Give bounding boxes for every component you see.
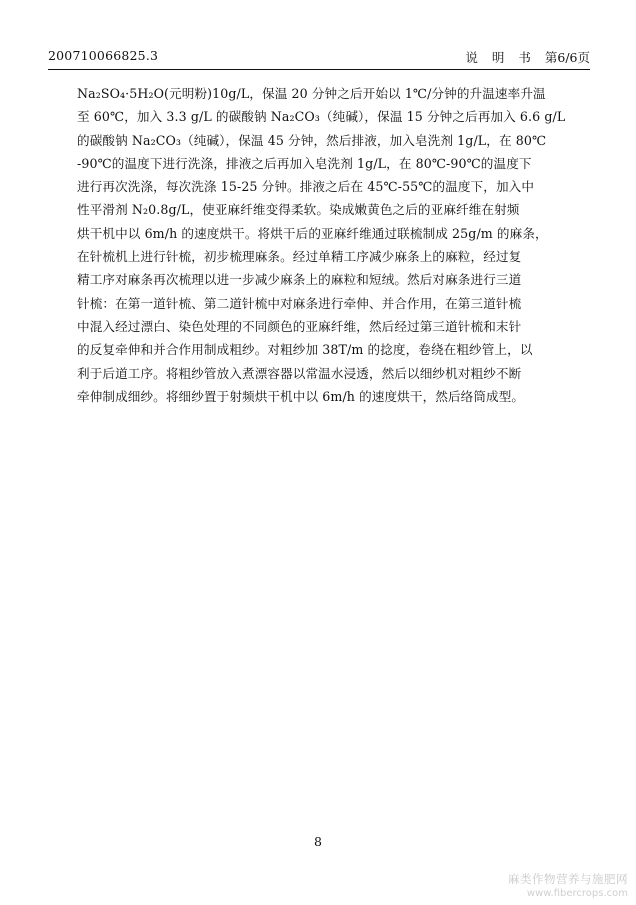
watermark-url: www.fibercrops.com xyxy=(526,888,628,899)
body-line: Na₂SO₄·5H₂O(元明粉)10g/L，保温 20 分钟之后开始以 1℃/分钟的升温速率升温 xyxy=(77,86,546,101)
body-line: 针梳：在第一道针梳、第二道针梳中对麻条进行牵伸、并合作用，在第三道针梳 xyxy=(77,295,522,311)
body-line: 中混入经过漂白、染色处理的不同颜色的亚麻纤维，然后经过第三道针梳和末针 xyxy=(77,318,522,334)
body-line: 性平滑剂 N₂0.8g/L，使亚麻纤维变得柔软。染成嫩黄色之后的亚麻纤维在射频 xyxy=(77,202,520,218)
body-line: 在针梳机上进行针梳，初步梳理麻条。经过单精工序减少麻条上的麻粒，经过复 xyxy=(77,249,522,265)
watermark-site-name: 麻类作物营养与施肥网 xyxy=(508,872,628,886)
body-line: -90℃的温度下进行洗涤，排液之后再加入皂洗剂 1g/L，在 80℃-90℃的温度下 xyxy=(77,155,532,171)
header-title-char-1: 说 xyxy=(465,50,478,65)
header-title-char-2: 明 xyxy=(491,50,505,65)
header-right xyxy=(455,48,590,66)
body-paragraph xyxy=(77,82,583,408)
body-line: 进行再次洗涤，每次洗涤 15-25 分钟。排液之后在 45℃-55℃的温度下，加入中 xyxy=(77,179,535,195)
body-line: 精工序对麻条再次梳理以进一步减少麻条上的麻粒和短绒。然后对麻条进行三道 xyxy=(77,272,522,288)
patent-number: 200710066825.3 xyxy=(48,48,159,63)
body-line: 牵伸制成细纱。将细纱置于射频烘干机中以 6m/h 的速度烘干，然后络筒成型。 xyxy=(77,388,525,404)
body-line: 的碳酸钠 Na₂CO₃（纯碱），保温 45 分钟，然后排液，加入皂洗剂 1g/L，在 80℃ xyxy=(77,132,547,148)
body-line: 烘干机中以 6m/h 的速度烘干。将烘干后的亚麻纤维通过联梳制成 25g/m 的麻条， xyxy=(77,225,548,241)
header-page-label: 第6/6页 xyxy=(544,50,590,65)
header-rule xyxy=(48,69,590,70)
page-header xyxy=(48,44,590,68)
header-title-char-3: 书 xyxy=(518,50,531,65)
body-line: 至 60℃，加入 3.3 g/L 的碳酸钠 Na₂CO₃（纯碱），保温 15 分钟之后再加入 6.6 g/L xyxy=(77,109,566,125)
page-number: 8 xyxy=(314,834,322,849)
body-line: 利于后道工序。将粗纱管放入煮漂容器以常温水浸透，然后以细纱机对粗纱不断 xyxy=(77,365,522,381)
body-line: 的反复牵伸和并合作用制成粗纱。对粗纱加 38T/m 的捻度，卷绕在粗纱管上，以 xyxy=(77,342,533,358)
